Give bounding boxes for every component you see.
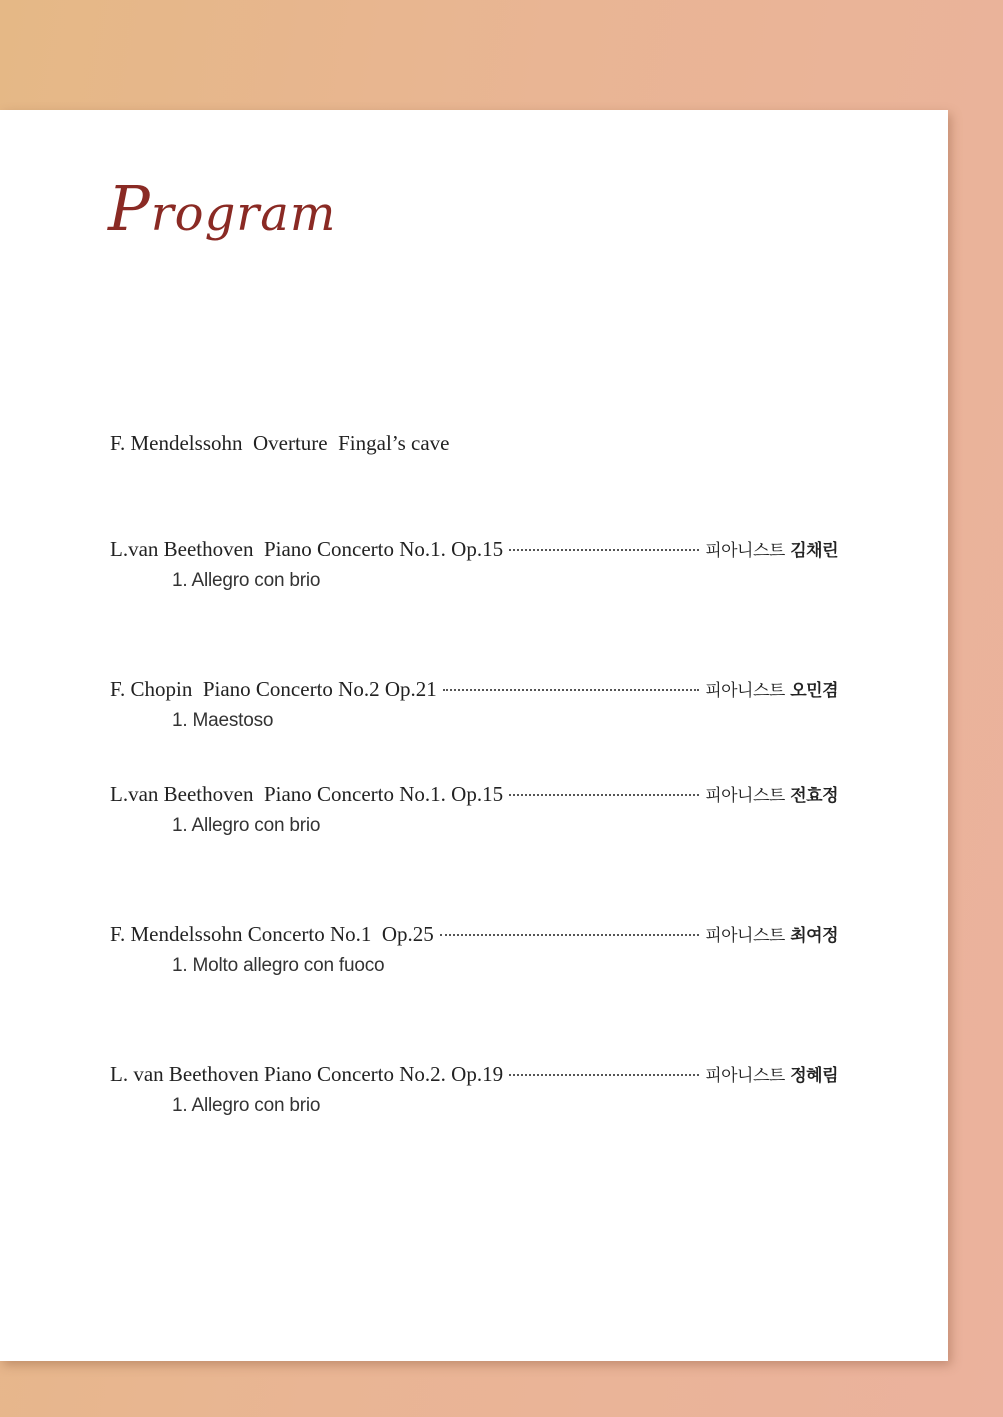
- dot-leader: [509, 548, 699, 551]
- movement: 1. Allegro con brio: [172, 570, 321, 591]
- program-entry-2: [110, 676, 838, 732]
- work-title: L. van Beethoven Piano Concerto No.2. Op.19: [110, 1062, 504, 1086]
- performer-role: 피아니스트: [705, 786, 785, 806]
- program-entry-line: [110, 921, 838, 947]
- work-title: F. Chopin Piano Concerto No.2 Op.21: [110, 677, 437, 701]
- movement: 1. Allegro con brio: [172, 815, 321, 836]
- work-title: F. Mendelssohn Concerto No.1 Op.25: [110, 922, 434, 946]
- performer-name: 김채린: [790, 541, 838, 561]
- program-entry-line: [110, 781, 838, 807]
- performer-name: 정혜림: [790, 1066, 838, 1086]
- page-title: [108, 172, 337, 245]
- program-entry-line: [110, 536, 838, 562]
- movement: 1. Maestoso: [172, 710, 274, 731]
- performer-credit: [705, 921, 838, 946]
- movement: 1. Molto allegro con fuoco: [172, 955, 385, 976]
- performer-name: 오민겸: [790, 681, 838, 701]
- performer-name: 전효정: [790, 786, 838, 806]
- program-entry-1: [110, 536, 838, 592]
- work-title: F. Mendelssohn Overture Fingal’s cave: [110, 431, 450, 455]
- dot-leader: [509, 793, 699, 796]
- program-sheet: [0, 110, 948, 1361]
- program-entry-line: [110, 431, 838, 457]
- program-entry-line: [110, 1061, 838, 1087]
- dot-leader: [509, 1073, 699, 1076]
- performer-credit: [705, 676, 838, 701]
- program-entry-3: [110, 781, 838, 837]
- performer-role: 피아니스트: [705, 541, 785, 561]
- work-title: L.van Beethoven Piano Concerto No.1. Op.15: [110, 782, 504, 806]
- dot-leader: [443, 688, 699, 691]
- performer-role: 피아니스트: [705, 926, 785, 946]
- program-entry-5: [110, 1061, 838, 1117]
- movement: 1. Allegro con brio: [172, 1095, 321, 1116]
- work-title: L.van Beethoven Piano Concerto No.1. Op.15: [110, 537, 504, 561]
- page-title-initial: P: [108, 172, 151, 245]
- page-title-rest: rogram: [150, 186, 337, 242]
- performer-credit: [705, 536, 838, 561]
- dot-leader: [440, 933, 699, 936]
- performer-credit: [705, 781, 838, 806]
- performer-role: 피아니스트: [705, 1066, 785, 1086]
- program-entry-overture: [110, 431, 838, 457]
- performer-name: 최여정: [790, 926, 838, 946]
- program-entry-4: [110, 921, 838, 977]
- performer-role: 피아니스트: [705, 681, 785, 701]
- performer-credit: [705, 1061, 838, 1086]
- program-entry-line: [110, 676, 838, 702]
